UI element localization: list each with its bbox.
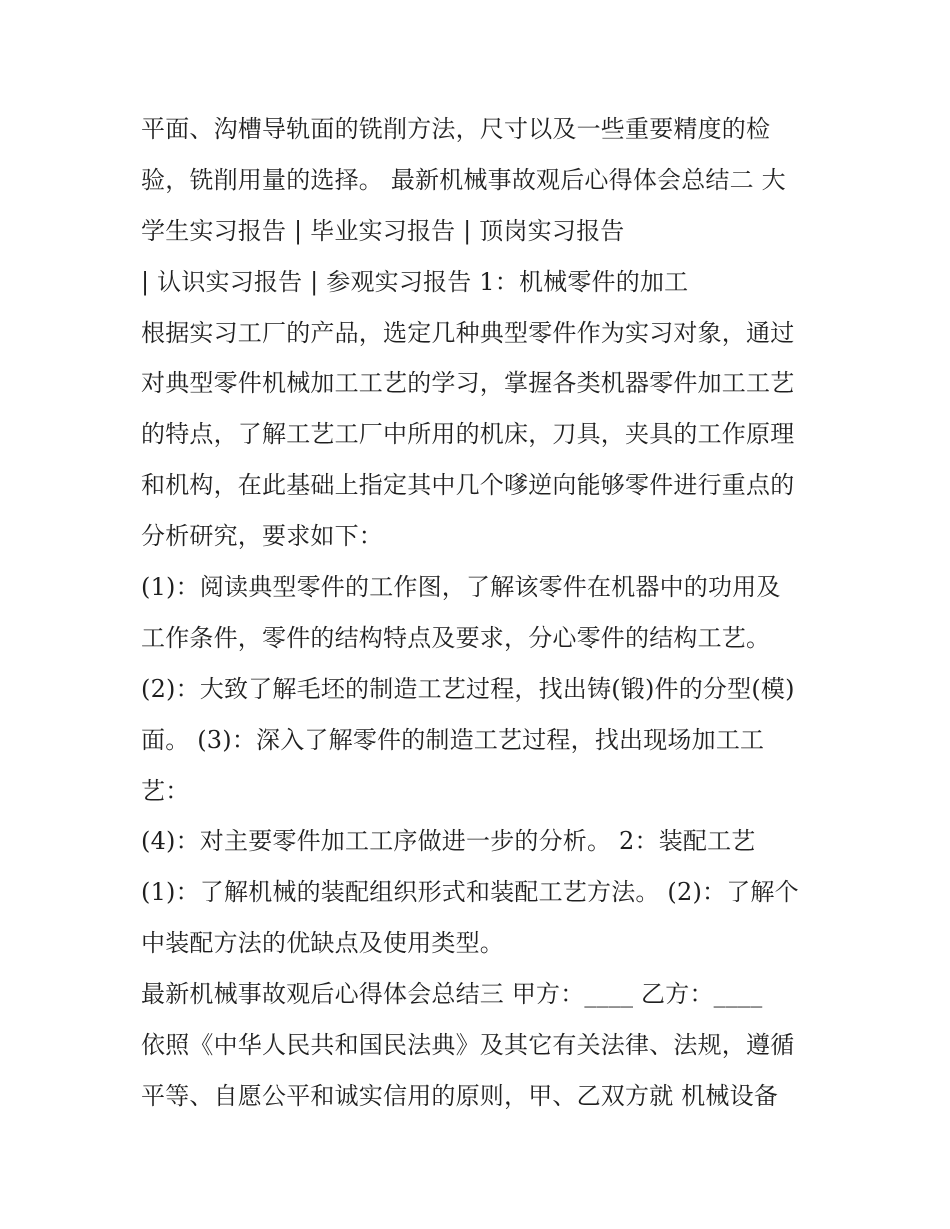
text-line: 的特点，了解工艺工厂中所用的机床，刀具，夹具的工作原理 [141,420,795,449]
text-line: 学生实习报告 | 毕业实习报告 | 顶岗实习报告 [141,216,625,245]
text-line: | 认识实习报告 | 参观实习报告 1：机械零件的加工 [141,267,689,296]
text-line: (1)：阅读典型零件的工作图，了解该零件在机器中的功用及 [141,573,781,602]
text-line: 工作条件，零件的结构特点及要求，分心零件的结构工艺。 [141,623,771,652]
text-line: 根据实习工厂的产品，选定几种典型零件作为实习对象，通过 [141,318,795,347]
text-line: (4)：对主要零件加工工序做进一步的分析。 2：装配工艺 [141,827,756,856]
text-line: 最新机械事故观后心得体会总结三 甲方：____ 乙方：____ [141,980,763,1009]
text-line: 面。 (3)：深入了解零件的制造工艺过程，找出现场加工工 [141,725,765,754]
text-line: 依照《中华人民共和国民法典》及其它有关法律、法规，遵循 [141,1031,795,1060]
text-line: 平等、自愿公平和诚实信用的原则，甲、乙双方就 机械设备 [141,1081,779,1110]
text-line: 艺： [141,776,190,805]
text-line: 验，铣削用量的选择。 最新机械事故观后心得体会总结二 大 [141,165,786,194]
text-line: 对典型零件机械加工工艺的学习，掌握各类机器零件加工工艺 [141,369,795,398]
document-body [141,104,831,1122]
text-line: (1)：了解机械的装配组织形式和装配工艺方法。 (2)：了解个 [141,878,799,907]
text-line: 和机构，在此基础上指定其中几个嗲逆向能够零件进行重点的 [141,471,795,500]
text-line: 分析研究，要求如下： [141,522,383,551]
text-line: 平面、沟槽导轨面的铣削方法，尺寸以及一些重要精度的检 [141,115,771,143]
text-line: (2)：大致了解毛坯的制造工艺过程，找出铸(锻)件的分型(模) [141,674,795,703]
text-line: 中装配方法的优缺点及使用类型。 [141,929,504,958]
